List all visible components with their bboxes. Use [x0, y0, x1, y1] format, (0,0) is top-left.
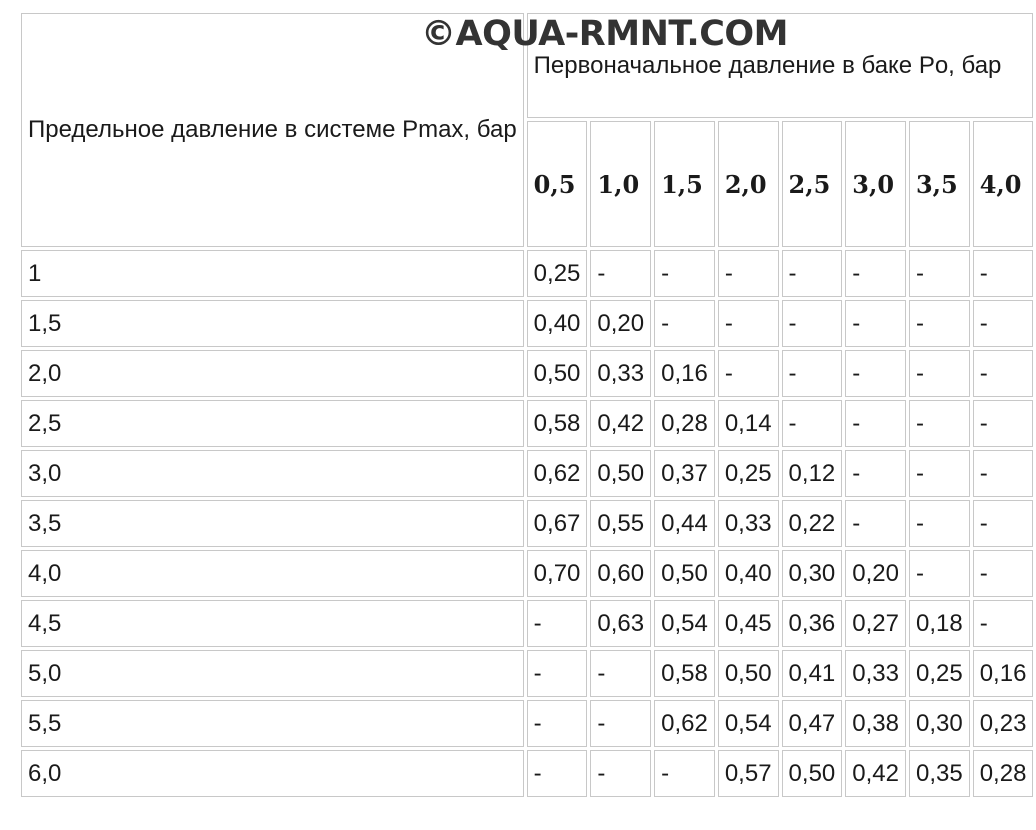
table-cell: - — [845, 350, 906, 397]
table-cell: - — [527, 650, 588, 697]
table-cell: - — [718, 250, 779, 297]
table-cell: 0,20 — [590, 300, 651, 347]
table-cell: - — [654, 250, 715, 297]
table-cell: - — [909, 500, 970, 547]
table-cell: 0,37 — [654, 450, 715, 497]
table-cell: - — [845, 450, 906, 497]
table-cell: - — [909, 400, 970, 447]
table-cell: - — [973, 550, 1034, 597]
table-cell: - — [845, 500, 906, 547]
table-cell: - — [845, 300, 906, 347]
table-cell: 0,40 — [527, 300, 588, 347]
table-cell: 0,62 — [527, 450, 588, 497]
table-cell: 0,41 — [782, 650, 843, 697]
table-cell: 0,28 — [654, 400, 715, 447]
row-header: 2,0 — [21, 350, 524, 397]
table-cell: 0,50 — [782, 750, 843, 797]
table-row — [21, 600, 1033, 647]
row-header: 1 — [21, 250, 524, 297]
column-header: 2,5 — [782, 121, 843, 247]
column-header: 1,0 — [590, 121, 651, 247]
table-cell: 0,33 — [590, 350, 651, 397]
table-cell: 0,25 — [909, 650, 970, 697]
column-header: 1,5 — [654, 121, 715, 247]
table-cell: - — [909, 350, 970, 397]
row-header: 6,0 — [21, 750, 524, 797]
table-cell: 0,45 — [718, 600, 779, 647]
table-cell: 0,67 — [527, 500, 588, 547]
table-cell: 0,54 — [718, 700, 779, 747]
table-cell: 0,50 — [590, 450, 651, 497]
column-header: 0,5 — [527, 121, 588, 247]
table-cell: - — [973, 450, 1034, 497]
table-cell: - — [845, 250, 906, 297]
table-cell: 0,70 — [527, 550, 588, 597]
table-row — [21, 750, 1033, 797]
table-cell: - — [590, 750, 651, 797]
table-cell: - — [590, 650, 651, 697]
table-cell: 0,55 — [590, 500, 651, 547]
table-cell: 0,33 — [845, 650, 906, 697]
table-cell: 0,16 — [654, 350, 715, 397]
table-row — [21, 250, 1033, 297]
table-cell: 0,54 — [654, 600, 715, 647]
table-cell: - — [973, 500, 1034, 547]
table-cell: 0,20 — [845, 550, 906, 597]
row-header: 3,0 — [21, 450, 524, 497]
table-cell: - — [590, 700, 651, 747]
table-cell: - — [973, 350, 1034, 397]
table-cell: 0,42 — [845, 750, 906, 797]
table-row — [21, 550, 1033, 597]
table-cell: 0,25 — [718, 450, 779, 497]
table-cell: - — [590, 250, 651, 297]
table-row — [21, 300, 1033, 347]
row-header-title: Предельное давление в системе Pmax, бар — [21, 13, 524, 247]
table-row — [21, 450, 1033, 497]
table-cell: - — [909, 250, 970, 297]
table-cell: - — [527, 600, 588, 647]
row-header: 3,5 — [21, 500, 524, 547]
table-cell: 0,23 — [973, 700, 1034, 747]
column-header: 3,5 — [909, 121, 970, 247]
table-cell: 0,18 — [909, 600, 970, 647]
table-cell: - — [718, 350, 779, 397]
table-cell: - — [527, 700, 588, 747]
table-cell: - — [973, 300, 1034, 347]
watermark: ©AQUA-RMNT.COM — [421, 14, 788, 54]
row-header: 5,5 — [21, 700, 524, 747]
column-header: 3,0 — [845, 121, 906, 247]
table-cell: - — [909, 450, 970, 497]
table-cell: - — [782, 350, 843, 397]
table-cell: 0,42 — [590, 400, 651, 447]
table-cell: 0,58 — [527, 400, 588, 447]
row-header: 5,0 — [21, 650, 524, 697]
row-header: 4,5 — [21, 600, 524, 647]
table-cell: - — [718, 300, 779, 347]
table-row — [21, 650, 1033, 697]
table-cell: 0,60 — [590, 550, 651, 597]
column-header: 2,0 — [718, 121, 779, 247]
table-cell: - — [654, 750, 715, 797]
table-cell: 0,50 — [718, 650, 779, 697]
row-header: 2,5 — [21, 400, 524, 447]
table-cell: 0,62 — [654, 700, 715, 747]
table-row — [21, 400, 1033, 447]
pressure-table — [18, 10, 1036, 800]
row-header: 1,5 — [21, 300, 524, 347]
table-cell: 0,38 — [845, 700, 906, 747]
table-cell: 0,27 — [845, 600, 906, 647]
table-cell: 0,16 — [973, 650, 1034, 697]
table-cell: 0,50 — [527, 350, 588, 397]
table-cell: 0,12 — [782, 450, 843, 497]
table-cell: 0,22 — [782, 500, 843, 547]
table-cell: 0,36 — [782, 600, 843, 647]
table-cell: - — [909, 300, 970, 347]
table-cell: 0,28 — [973, 750, 1034, 797]
table-cell: - — [782, 250, 843, 297]
table-cell: 0,30 — [782, 550, 843, 597]
table-cell: - — [782, 400, 843, 447]
table-cell: 0,30 — [909, 700, 970, 747]
table-cell: - — [973, 400, 1034, 447]
table-cell: 0,58 — [654, 650, 715, 697]
table-cell: - — [973, 600, 1034, 647]
table-cell: 0,25 — [527, 250, 588, 297]
table-cell: 0,47 — [782, 700, 843, 747]
table-cell: - — [527, 750, 588, 797]
column-group-header: Первоначальное давление в баке Po, бар — [527, 13, 1034, 118]
row-header: 4,0 — [21, 550, 524, 597]
table-cell: 0,57 — [718, 750, 779, 797]
table-cell: - — [782, 300, 843, 347]
table-cell: 0,50 — [654, 550, 715, 597]
table-row — [21, 500, 1033, 547]
table-cell: - — [909, 550, 970, 597]
table-cell: - — [654, 300, 715, 347]
table-cell: 0,35 — [909, 750, 970, 797]
table-cell: 0,63 — [590, 600, 651, 647]
table-cell: - — [973, 250, 1034, 297]
table-row — [21, 350, 1033, 397]
column-header: 4,0 — [973, 121, 1034, 247]
table-cell: 0,14 — [718, 400, 779, 447]
table-cell: 0,44 — [654, 500, 715, 547]
table-cell: 0,33 — [718, 500, 779, 547]
table-cell: 0,40 — [718, 550, 779, 597]
table-row — [21, 700, 1033, 747]
table-cell: - — [845, 400, 906, 447]
